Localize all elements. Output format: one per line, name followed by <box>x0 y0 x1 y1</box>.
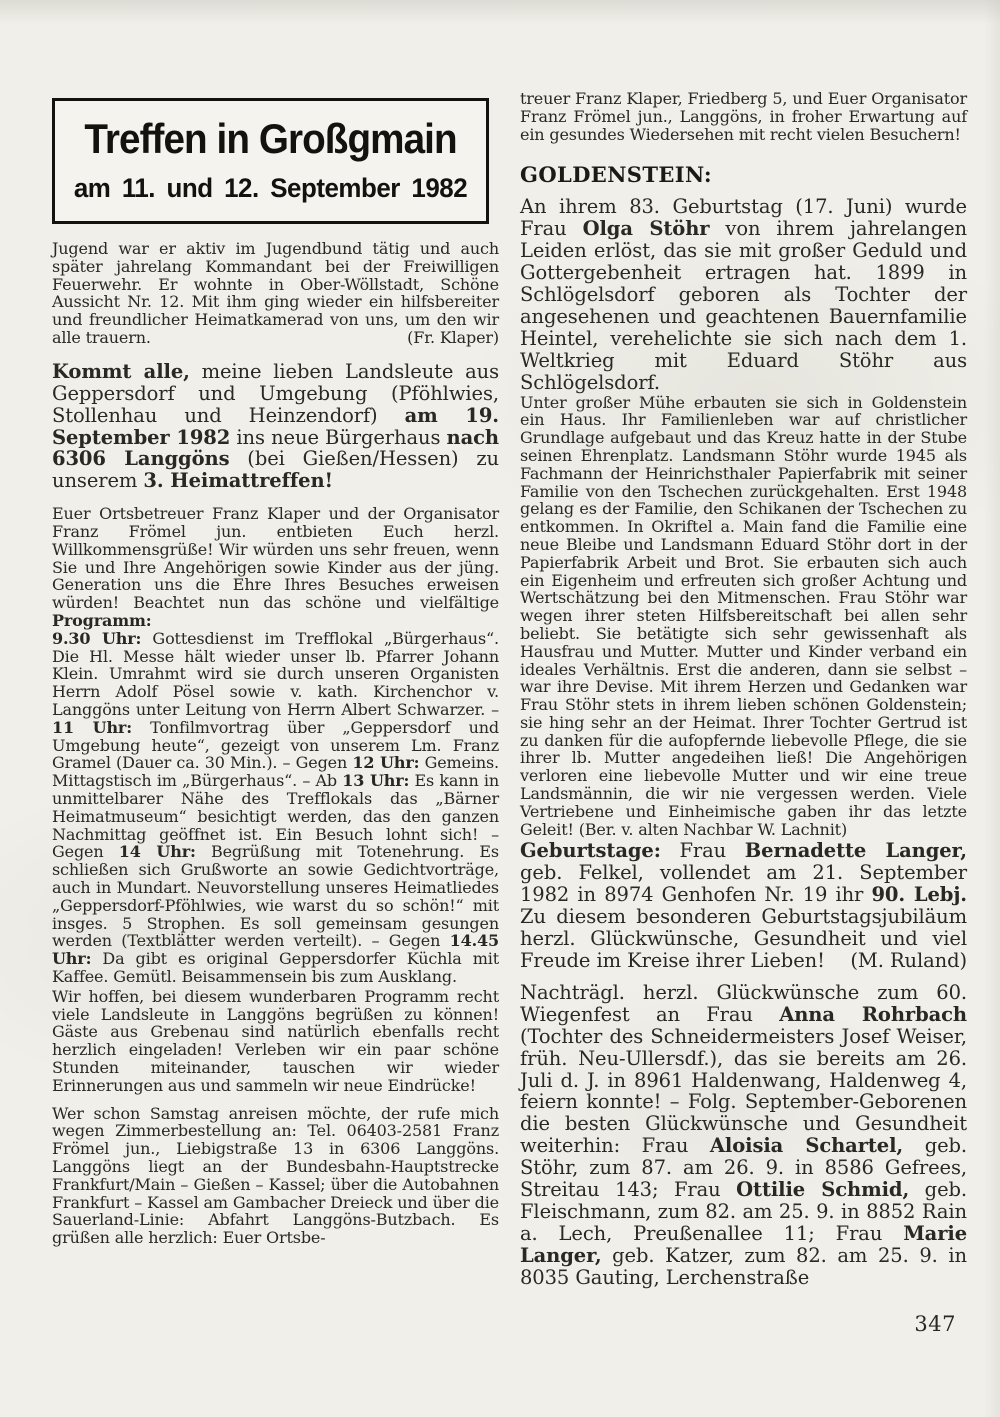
announcement-subtitle: am 11. und 12. September 1982 <box>73 173 468 203</box>
announcement-box <box>52 98 489 224</box>
birthdays-paragraph: Geburtstage: Frau Bernadette Langer, geb. Felkel, vollendet am 21. September 1982 in 8974 Genhofen Nr. 19 ihr 90. Lebj. Zu diesem besonderen Geburtstagsjubiläum herzl. Glückwünsche, Gesundheit und viel Freude im Kreise ihrer Lieben! (M. Ruland) <box>520 839 967 972</box>
invitation-paragraph: Kommt alle, meine lieben Landsleute aus Geppersdorf und Umgebung (Pföhlwies, Stollenhau und Heinzendorf) am 19. September 1982 ins neue Bürgerhaus nach 6306 Langgöns (bei Gießen/Hessen) zu unserem 3. Heimattreffen! <box>52 359 500 493</box>
birthdays-additional-paragraph: Nachträgl. herzl. Glückwünsche zum 60. Wiegenfest an Frau Anna Rohrbach (Tochter des Schneidermeisters Josef Weiser, früh. Neu-Ullersdf.), das sie bereits am 26. Juli d. J. in 8961 Haldenwang, Haldenweg 4, feiern konnte! – Folg. September-Geborenen die besten Glückwünsche und Gesundheit weiterhin: Frau Aloisia Schartel, geb. Stöhr, zum 87. am 26. 9. in 8586 Gefrees, Streitau 143; Frau Ottilie Schmid, geb. Fleischmann, zum 82. am 25. 9. in 8852 Rain a. Lech, Preußenallee 11; Frau Marie Langer, geb. Katzer, zum 82. am 25. 9. in 8035 Gauting, Lerchenstraße <box>520 980 968 1289</box>
section-heading-goldenstein: GOLDENSTEIN: <box>520 162 713 188</box>
page-number: 347 <box>914 1312 956 1336</box>
right-column <box>520 90 967 1299</box>
announcement-title: Treffen in Großgmain <box>84 115 457 162</box>
obituary-closing-paragraph: Jugend war er aktiv im Jugendbund tätig und auch später jahrelang Kommandant bei der Freiwilligen Feuerwehr. Er wohnte in Ober-Wöllstadt, Schöne Aussicht Nr. 12. Mit ihm ging wieder ein hilfsbereiter und freundlicher Heimatkamerad von uns, um den wir alle trauern. (Fr. Klaper) <box>52 239 499 347</box>
left-column <box>52 90 499 1299</box>
program-paragraph: 9.30 Uhr: Gottesdienst im Trefflokal „Bürgerhaus“. Die Hl. Messe hält wieder unser lb. Pfarrer Johann Klein. Umrahmt wird sie durch unseren Organisten Herrn Adolf Pösel sowie v. kath. Kirchenchor v. Langgöns unter Leitung von Herrn Albert Schwarzer. – 11 Uhr: Tonfilmvortrag über „Geppersdorf und Umgebung heute“, gezeigt von unserem Lm. Franz Gramel (Dauer ca. 30 Min.). – Gegen 12 Uhr: Gemeins. Mittagstisch im „Bürgerhaus“. – Ab 13 Uhr: Es kann in unmittelbarer Nähe des Trefflokals das „Bärner Heimatmuseum“ besichtigt werden, das den ganzen Nachmittag geöffnet ist. Ein Besuch lohnt sich! – Gegen 14 Uhr: Begrüßung mit Totenehrung. Es schließen sich Grußworte an sowie Gedichtvorträge, auch in Mundart. Neuvorstellung unseres Heimatliedes „Geppersdorf-Pföhlwies, wie warst du so schön!“ mit insges. 5 Strophen. Es soll gemeinsam gesungen werden (Textblätter werden verteilt). – Gegen 14.45 Uhr: Da gibt es original Geppersdorfer Küchla mit Kaffee. Gemütl. Beisammensein bis zum Ausklang. <box>52 628 499 986</box>
obituary-body-paragraph: Unter großer Mühe erbauten sie sich in Goldenstein ein Haus. Ihr Familienleben war auf christlicher Grundlage aufgebaut und das Kreuz hatte in der Stube seinen Ehrenplatz. Landsmann Stöhr wurde 1945 als Fachmann der Heinrichsthaler Papierfabrik mit seiner Familie von den Tschechen zurückgehalten. Erst 1948 gelang es der Familie, den Schikanen der Tschechen zu entkommen. In Okriftel a. Main fand die Familie eine neue Bleibe und Landsmann Eduard Stöhr dort in der Papierfabrik Arbeit und Brot. Sie erbauten sich auch ein Eigenheim und erfreuten sich großer Achtung und Wertschätzung bei den Mitmenschen. Frau Stöhr war wegen ihrer steten Hilfsbereitschaft bei allen sehr beliebt. Sie betätigte sich sehr gewissenhaft als Hausfrau und Mutter. Mutter und Kinder verband ein ideales Verhältnis. Erst die anderen, dann sie selbst – war ihre Devise. Mit ihrem Herzen und Gedanken war Frau Stöhr stets in ihrem lieben schönen Goldenstein; sie hing sehr an der Heimat. Ihrer Tochter Gertrud ist zu danken für die aufopfernde liebevolle Pflege, die sie ihrer lb. Mutter angedeihen ließ! Die Angehörigen verloren eine liebevolle Mutter und wir eine treue Landsmännin, die wir nie vergessen werden. Viele Vertriebene und Einheimische gaben ihr das letzte Geleit! (Ber. v. alten Nachbar W. Lachnit) <box>520 392 967 839</box>
obituary-intro-paragraph: An ihrem 83. Geburtstag (17. Juni) wurde Frau Olga Stöhr von ihrem jahrelangen Leiden erlöst, das sie mit großer Geduld und Gottergebenheit ertragen hat. 1899 in Schlögelsdorf geboren als Tochter der angesehenen und geachtenen Bauernfamilie Heintel, verehelichte sie sich nach dem 1. Weltkrieg mit Eduard Stöhr aus Schlögelsdorf. <box>520 195 967 394</box>
hope-paragraph: Wir hoffen, bei diesem wunderbaren Programm recht viele Landsleute in Langgöns begrüßen zu können! Gäste aus Grebenau sind natürlich ebenfalls recht herzlich eingeladen! Verleben wir ein paar schöne Stunden miteinander, tauschen wir wieder Erinnerungen aus und sammeln wir neue Eindrücke! <box>52 986 499 1095</box>
greeting-paragraph: Euer Ortsbetreuer Franz Klaper und der Organisator Franz Frömel jun. entbieten Euch herzl. Willkommensgrüße! Wir würden uns sehr freuen, wenn Sie und Ihre Angehörigen sowie Kinder aus der jüng. Generation uns die Ehre Ihres Besuches erweisen würden! Beachtet nun das schöne und vielfältige Programm: <box>52 504 499 630</box>
continuation-paragraph: treuer Franz Klaper, Friedberg 5, und Euer Organisator Franz Frömel jun., Langgöns, in froher Erwartung auf ein gesundes Wiedersehen mit recht vielen Besuchern! <box>520 89 967 144</box>
travel-info-paragraph: Wer schon Samstag anreisen möchte, der rufe mich wegen Zimmerbestellung an: Tel. 06403-2581 Franz Frömel jun., Liebigstraße 13 in 6306 Langgöns. Langgöns liegt an der Bundesbahn-Hauptstrecke Frankfurt/Main – Gießen – Kassel; über die Autobahnen Frankfurt – Kassel am Gambacher Dreieck und über die Sauerland-Linie: Abfahrt Langgöns-Butzbach. Es grüßen alle herzlich: Euer Ortsbe- <box>52 1103 499 1248</box>
